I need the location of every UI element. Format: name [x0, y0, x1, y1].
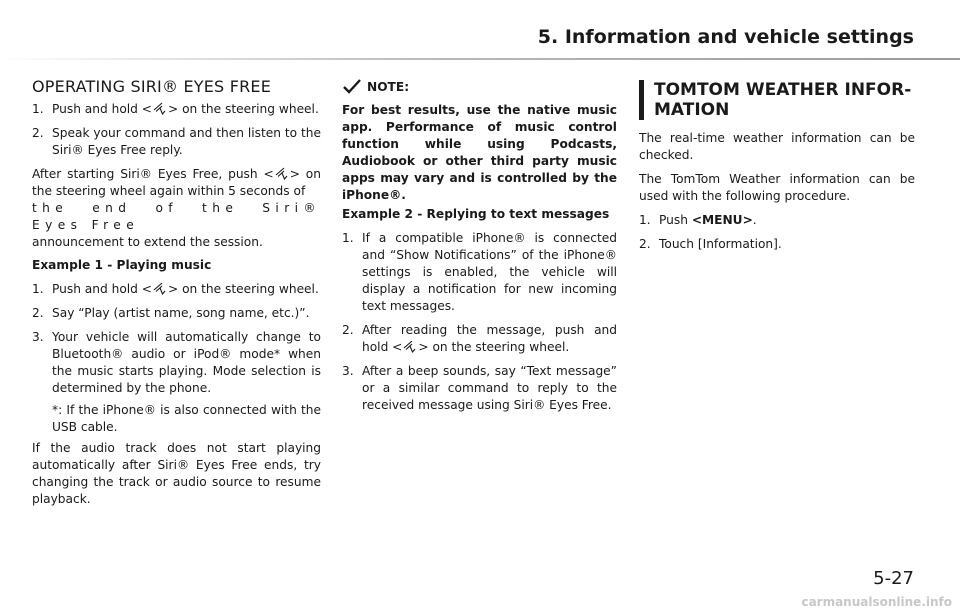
step-text-a: Push and hold < [52, 102, 152, 116]
step-text [659, 212, 915, 229]
step-number: 2. [639, 237, 651, 251]
text-after-a: After starting Siri® Eyes Free, push < [32, 167, 274, 181]
column-note-and-example2 [342, 78, 617, 421]
paragraph-weather-1: The real-time weather information can be checked. [639, 131, 915, 162]
voice-recognition-icon [403, 340, 417, 353]
list-item [639, 212, 915, 229]
step-text [362, 322, 617, 356]
note-heading [342, 78, 617, 96]
note-label: NOTE: [367, 79, 410, 94]
step-number: 3. [32, 330, 44, 344]
step-text-b: > on the steering wheel. [418, 340, 570, 354]
step-number: 2. [342, 323, 354, 337]
step-text-a: After reading the message, push and hold < [362, 323, 617, 354]
step-text: If a compatible iPhone® is connected and “Show Notifications” of the iPhone® settings is enabled, the vehicle will display a notification for new incoming text messages. [362, 231, 617, 313]
paragraph-weather-2: The TomTom Weather information can be used with the following procedure. [639, 172, 915, 203]
step-text [52, 101, 321, 118]
voice-recognition-icon [153, 102, 167, 115]
paragraph-after-starting [32, 166, 321, 251]
header-divider [0, 58, 960, 60]
step-number: 3. [342, 364, 354, 378]
list-item [32, 125, 321, 159]
text-after-d: announcement to extend the session. [32, 235, 263, 249]
column-tomtom-weather [639, 78, 915, 260]
step-text-c: . [752, 213, 757, 227]
step-text-b: > on the steering wheel. [168, 102, 319, 116]
step-text-a: Push [659, 213, 692, 227]
section-title-tomtom [639, 80, 915, 120]
note-check-icon [342, 78, 362, 96]
list-item [342, 322, 617, 356]
step-number: 1. [342, 231, 354, 245]
step-text-main: Your vehicle will automatically change to Bluetooth® audio or iPod® mode* when the music starts playing. Mode selection is determined by the phone. [52, 330, 321, 395]
step-number: 2. [32, 126, 44, 140]
list-item [32, 329, 321, 436]
title-line-2: MATION [654, 100, 730, 120]
page-number: 5-27 [873, 568, 914, 589]
step-text [52, 329, 321, 436]
step-footnote: *: If the iPhone® is also connected with the USB cable. [52, 403, 321, 434]
column-siri-eyes-free [32, 78, 321, 515]
list-item [342, 230, 617, 315]
note-body: For best results, use the native music app. Performance of music control function while using Podcasts, Audiobook or other third party music apps may vary and is controlled by the iPhone®. [342, 103, 617, 202]
step-text: Speak your command and then listen to the Siri® Eyes Free reply. [52, 126, 321, 157]
list-item [639, 236, 915, 253]
list-item [32, 305, 321, 322]
list-item [342, 363, 617, 414]
example-2-heading: Example 2 - Replying to text messages [342, 207, 610, 221]
title-accent-bar [639, 80, 644, 120]
section-header-title: 5. Information and vehicle settings [537, 26, 914, 48]
step-text-a: Push and hold < [52, 282, 152, 296]
voice-recognition-icon [153, 282, 167, 295]
text-after-c: the end of the Siri® Eyes Free [32, 201, 321, 232]
list-item [32, 101, 321, 118]
step-number: 1. [32, 282, 44, 296]
watermark: carmanualsonline.info [801, 595, 952, 609]
text-after-b: > on the steering wheel again within 5 seconds of [32, 167, 321, 198]
example-1-heading: Example 1 - Playing music [32, 258, 212, 272]
step-text-b: > on the steering wheel. [168, 282, 319, 296]
voice-recognition-icon [275, 167, 289, 180]
title-line-1: TOMTOM WEATHER INFOR- [654, 80, 912, 100]
step-text: Touch [Information]. [659, 237, 782, 251]
step-number: 1. [32, 102, 44, 116]
step-number: 2. [32, 306, 44, 320]
step-number: 1. [639, 213, 651, 227]
title-text [654, 80, 911, 120]
step-text: After a beep sounds, say “Text message” or a similar command to reply to the received message using Siri® Eyes Free. [362, 364, 617, 412]
step-text [52, 281, 321, 298]
section-title-siri: OPERATING SIRI® EYES FREE [32, 77, 272, 96]
step-text: Say “Play (artist name, song name, etc.)”. [52, 306, 310, 320]
list-item [32, 281, 321, 298]
paragraph-final: If the audio track does not start playing automatically after Siri® Eyes Free ends, try changing the track or audio source to resume playback. [32, 441, 321, 506]
menu-key-label: <MENU> [691, 213, 753, 227]
